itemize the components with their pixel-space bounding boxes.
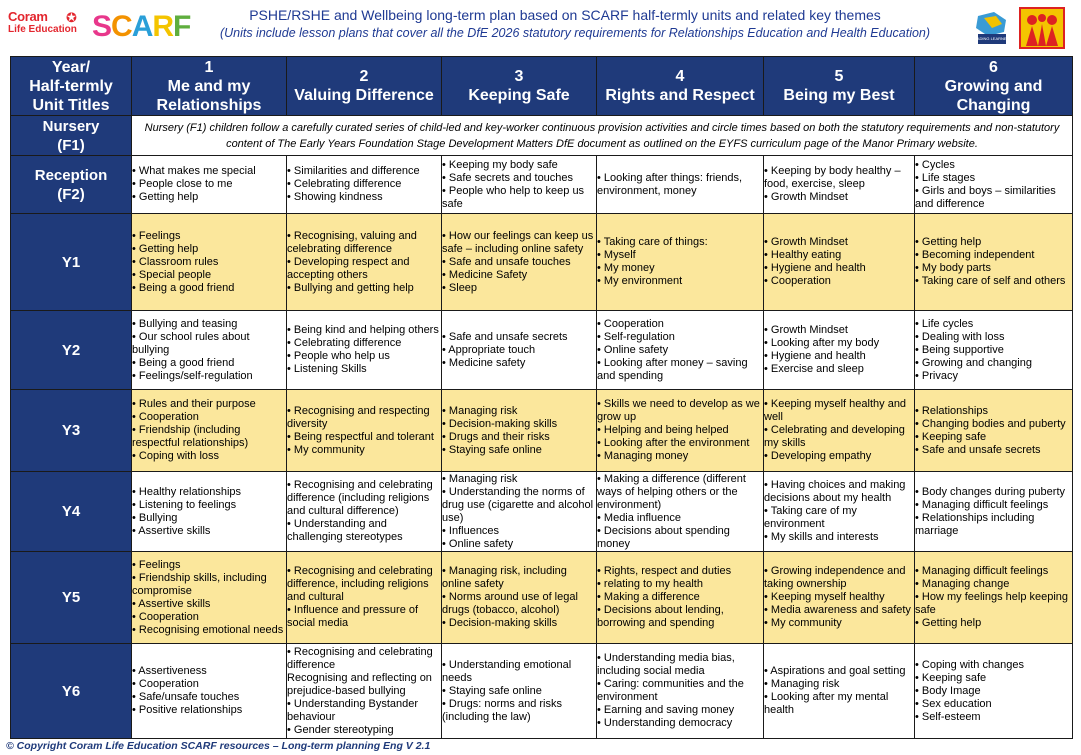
row-header <box>11 311 132 390</box>
theme-cell <box>597 311 764 390</box>
theme-cell <box>915 311 1073 390</box>
theme-item: • Staying safe online <box>442 443 542 456</box>
row-header <box>11 156 132 214</box>
theme-item: • Earning and saving money <box>597 704 735 716</box>
theme-item: • Cycles <box>915 158 955 171</box>
unit-title: Growing and Changing <box>944 77 1043 114</box>
theme-item: • Decisions about spending money <box>597 524 730 550</box>
theme-item: • Understanding Bystander behaviour <box>287 697 419 723</box>
theme-cell <box>442 214 597 311</box>
theme-cell <box>132 644 287 739</box>
theme-item: • Getting help <box>132 242 199 255</box>
theme-item: • Becoming independent <box>915 249 1035 261</box>
unit-header <box>287 57 442 116</box>
theme-item: • Taking care of self and others <box>915 275 1066 287</box>
theme-item: • Media influence <box>597 511 681 524</box>
unit-number: 6 <box>989 58 998 76</box>
row-header <box>11 116 132 156</box>
theme-item: • Managing risk, including online safety <box>442 565 567 590</box>
theme-item: • Assertive skills <box>132 597 211 610</box>
theme-item: • Growth Mindset <box>764 236 848 248</box>
theme-item: • Being respectful and tolerant <box>287 430 434 443</box>
theme-cell <box>132 390 287 472</box>
theme-item: • Rules and their purpose <box>132 398 256 410</box>
table-row <box>11 472 1073 552</box>
theme-item: • Recognising and celebrating difference (including religions and cultural difference) <box>287 479 433 517</box>
unit-title: Me and my Relationships <box>156 77 262 114</box>
theme-item: • Rights, respect and duties <box>597 565 732 577</box>
theme-item: • Looking after my mental health <box>764 691 889 716</box>
theme-item: • Taking care of my environment <box>764 505 857 530</box>
theme-item: • Growing independence and taking ownership <box>764 565 906 590</box>
theme-item: • Looking after things: friends, environment, money <box>597 171 743 197</box>
theme-item: • Getting help <box>915 617 982 629</box>
theme-item: • Our school rules about bullying <box>132 330 250 356</box>
star-icon: ✪ <box>66 10 77 25</box>
scarf-letter: S <box>92 10 112 43</box>
theme-item: • Positive relationships <box>132 704 243 716</box>
theme-item: • Safe and unsafe secrets <box>442 330 568 343</box>
theme-item: • Feelings/self-regulation <box>132 369 253 382</box>
theme-item: • Online safety <box>442 537 514 550</box>
theme-item: • Skills we need to develop as we grow up <box>597 398 760 423</box>
theme-item: • People close to me <box>132 178 233 190</box>
theme-item: • Medicine safety <box>442 356 526 369</box>
nursery-row <box>11 116 1073 156</box>
corner-line: Unit Titles <box>32 96 110 114</box>
theme-item: • Drugs and their risks <box>442 430 550 443</box>
theme-item: • Cooperation <box>132 610 199 623</box>
theme-item: • Celebrating and developing my skills <box>764 424 905 449</box>
theme-cell <box>597 156 764 214</box>
theme-item: • Listening to feelings <box>132 498 237 511</box>
theme-item: • Managing risk <box>764 678 840 690</box>
theme-item: • Listening Skills <box>287 363 367 375</box>
theme-item: • Self-regulation <box>597 330 675 343</box>
theme-item: • Understanding the norms of drug use (cigarette and alcohol use) <box>442 485 594 524</box>
theme-item: • Cooperation <box>597 317 664 330</box>
leading-learners-logo-text: LEADING LEARNERS <box>971 36 1013 41</box>
nursery-description: Nursery (F1) children follow a carefully curated series of child-led and key-worker continuous provision activities and circle times based on both the statutory requirements and non-statutory content of The Early Years Foundation Stage Development Matters DfE document as outlined on the EYFS curriculum page of the Manor Primary website. <box>132 116 1073 156</box>
theme-cell <box>764 156 915 214</box>
row-header <box>11 390 132 472</box>
theme-item: • Celebrating difference <box>287 178 402 190</box>
theme-item: • Having choices and making decisions about my health <box>764 479 906 504</box>
theme-cell <box>132 311 287 390</box>
theme-item: • Keeping safe <box>915 430 987 443</box>
theme-item: • People who help us <box>287 350 390 362</box>
theme-item: • People who help to keep us safe <box>442 184 585 210</box>
theme-item: • Recognising and respecting diversity <box>287 404 430 430</box>
theme-item: • Assertive skills <box>132 524 211 537</box>
theme-item: • Safe and unsafe touches <box>442 255 571 268</box>
theme-item: • Appropriate touch <box>442 343 536 356</box>
row-label: Y4 <box>61 503 81 520</box>
theme-cell <box>287 156 442 214</box>
theme-item: • Managing risk <box>442 404 518 417</box>
theme-cell <box>597 552 764 644</box>
theme-item: • Assertiveness <box>132 665 207 677</box>
theme-item: • Hygiene and health <box>764 262 866 274</box>
unit-number: 3 <box>514 68 524 85</box>
theme-item: • Medicine Safety <box>442 268 528 281</box>
theme-item: • Exercise and sleep <box>764 363 864 375</box>
table-row <box>11 214 1073 311</box>
theme-item: • Growth Mindset <box>764 324 848 336</box>
theme-cell <box>764 552 915 644</box>
theme-item: • Cooperation <box>764 275 831 287</box>
unit-header <box>442 57 597 116</box>
long-term-plan-table <box>10 56 1073 739</box>
theme-item: • Managing risk <box>442 472 518 485</box>
unit-title: Valuing Difference <box>294 87 434 104</box>
theme-item: • Looking after my body <box>764 337 880 349</box>
corner-line: Year/ <box>51 58 91 76</box>
theme-cell <box>442 552 597 644</box>
page-header <box>0 0 1081 54</box>
theme-cell <box>915 214 1073 311</box>
theme-item: • Managing difficult feelings <box>915 565 1049 577</box>
theme-cell <box>597 214 764 311</box>
theme-item: • Drugs: norms and risks (including the law) <box>442 697 562 723</box>
theme-item: • Growth Mindset <box>764 191 848 203</box>
page-title: PSHE/RSHE and Wellbeing long-term plan based on SCARF half-termly units and related key themes <box>249 7 881 23</box>
theme-item: • Friendship skills, including compromise <box>132 571 267 597</box>
unit-title: Being my Best <box>783 87 895 104</box>
theme-cell <box>287 214 442 311</box>
school-crest-icon <box>1018 6 1066 50</box>
theme-item: • Keeping myself healthy <box>764 591 885 603</box>
theme-item: • Recognising and celebrating difference, including religions and cultural <box>287 565 433 603</box>
theme-item: • Coping with changes <box>915 658 1025 671</box>
theme-item: • Helping and being helped <box>597 424 729 436</box>
row-label-sub: (F1) <box>57 136 85 154</box>
row-label: Y1 <box>61 253 81 271</box>
theme-item: • Being supportive <box>915 343 1004 356</box>
theme-item: • Healthy relationships <box>132 485 242 498</box>
theme-item: • Keeping by body healthy – food, exercise, sleep <box>764 165 901 190</box>
row-label: Y3 <box>61 422 81 439</box>
theme-cell <box>287 390 442 472</box>
theme-item: • Life cycles <box>915 317 974 330</box>
theme-item: • Classroom rules <box>132 255 219 268</box>
theme-cell <box>287 311 442 390</box>
theme-item: • Bullying <box>132 511 178 524</box>
theme-item: • Hygiene and health <box>764 350 866 362</box>
theme-item: • Self-esteem <box>915 710 981 723</box>
theme-item: • Getting help <box>132 191 199 203</box>
theme-item: • Safe/unsafe touches <box>132 691 240 703</box>
theme-item: • Managing money <box>597 450 689 462</box>
theme-item: • My community <box>287 443 365 456</box>
table-row <box>11 644 1073 739</box>
theme-item: • Feelings <box>132 558 181 571</box>
theme-cell <box>597 472 764 552</box>
unit-header <box>915 57 1073 116</box>
theme-cell <box>597 644 764 739</box>
unit-header <box>597 57 764 116</box>
theme-item: • Decision-making skills <box>442 617 558 629</box>
theme-cell <box>764 390 915 472</box>
theme-item: • Online safety <box>597 343 669 356</box>
theme-item: • Understanding and challenging stereotypes <box>287 518 403 543</box>
theme-item: • Developing empathy <box>764 450 872 462</box>
coram-logo-line1: Coram <box>8 9 48 24</box>
theme-item: • Looking after the environment <box>597 437 750 449</box>
theme-item: • Privacy <box>915 369 958 382</box>
unit-number: 2 <box>359 68 369 85</box>
corner-line: Half-termly <box>29 77 113 95</box>
table-header-row <box>11 57 1073 116</box>
theme-item: • Understanding democracy <box>597 717 733 729</box>
theme-cell <box>915 390 1073 472</box>
theme-item: • Sex education <box>915 697 992 710</box>
unit-number: 5 <box>834 68 844 85</box>
table-row <box>11 390 1073 472</box>
row-label: Nursery <box>42 117 100 135</box>
theme-item: • Recognising, valuing and celebrating difference <box>287 229 417 255</box>
unit-title: Keeping Safe <box>468 87 570 104</box>
theme-cell <box>764 472 915 552</box>
theme-item: • Relationships <box>915 404 988 417</box>
theme-cell <box>764 214 915 311</box>
scarf-logo <box>92 10 190 44</box>
table-row <box>11 552 1073 644</box>
theme-item: • relating to my health <box>597 578 703 590</box>
corner-header <box>11 57 132 116</box>
theme-cell <box>915 552 1073 644</box>
theme-item: • Influence and pressure of social media <box>287 604 419 629</box>
theme-item: • Myself <box>597 249 636 261</box>
theme-item: • Changing bodies and puberty <box>915 417 1066 430</box>
theme-item: • Being a good friend <box>132 356 235 369</box>
theme-cell <box>132 552 287 644</box>
theme-item: • Safe secrets and touches <box>442 171 574 184</box>
page-subtitle: (Units include lesson plans that cover all the DfE 2026 statutory requirements for Relationships Education and Health Education) <box>219 26 931 40</box>
leading-learners-logo-icon <box>971 12 1013 46</box>
theme-item: • Bullying and teasing <box>132 317 238 330</box>
theme-item: • Influences <box>442 524 500 537</box>
coram-logo <box>8 10 86 46</box>
theme-item: • Keeping my body safe <box>442 158 558 171</box>
table-row <box>11 311 1073 390</box>
theme-item: • Body changes during puberty <box>915 485 1066 498</box>
theme-item: • Bullying and getting help <box>287 281 414 294</box>
theme-item: • Managing change <box>915 578 1010 590</box>
theme-item: • Healthy eating <box>764 249 842 261</box>
theme-item: • What makes me special <box>132 165 256 177</box>
scarf-letter: R <box>152 10 174 43</box>
row-header <box>11 552 132 644</box>
table-row <box>11 156 1073 214</box>
theme-item: • Caring: communities and the environment <box>597 678 744 703</box>
theme-item: • Coping with loss <box>132 450 220 462</box>
unit-header <box>764 57 915 116</box>
unit-header <box>132 57 287 116</box>
theme-item: • Special people <box>132 268 212 281</box>
scarf-letter: F <box>173 10 191 43</box>
theme-item: • Gender stereotyping <box>287 723 394 736</box>
theme-item: • Getting help <box>915 236 982 248</box>
theme-item: • Making a difference <box>597 591 700 603</box>
theme-item: • My skills and interests <box>764 531 879 543</box>
coram-logo-line2: Life Education <box>8 24 77 35</box>
theme-cell <box>597 390 764 472</box>
theme-item: • How my feelings help keeping safe <box>915 591 1069 616</box>
theme-item: • Safe and unsafe secrets <box>915 443 1041 456</box>
theme-cell <box>442 390 597 472</box>
unit-title: Rights and Respect <box>605 87 755 104</box>
theme-item: • Friendship (including respectful relationships) <box>132 424 249 449</box>
theme-item: • Growing and changing <box>915 356 1032 369</box>
copyright-footer: © Copyright Coram Life Education SCARF resources – Long-term planning Eng V 2.1 <box>6 740 431 752</box>
scarf-letter: A <box>131 10 153 43</box>
theme-item: • Understanding media bias, including social media <box>597 652 735 677</box>
theme-item: • Understanding emotional needs <box>442 658 572 684</box>
theme-item: • Keeping safe <box>915 671 987 684</box>
theme-item: • Showing kindness <box>287 191 383 203</box>
theme-cell <box>442 311 597 390</box>
row-label: Y5 <box>61 589 81 606</box>
theme-item: • Recognising and celebrating difference <box>287 645 433 671</box>
theme-cell <box>764 311 915 390</box>
theme-item: • Celebrating difference <box>287 337 402 349</box>
theme-cell <box>915 644 1073 739</box>
theme-item: • My environment <box>597 275 683 287</box>
theme-item: • Taking care of things: <box>597 236 708 248</box>
theme-item: • Relationships including marriage <box>915 511 1035 537</box>
row-header <box>11 644 132 739</box>
theme-item: • Norms around use of legal drugs (tobacco, alcohol) <box>442 591 578 616</box>
theme-item: • Managing difficult feelings <box>915 498 1049 511</box>
unit-number: 1 <box>204 58 214 76</box>
theme-cell <box>287 644 442 739</box>
theme-item: • Recognising emotional needs <box>132 623 284 636</box>
theme-item: • Body Image <box>915 684 981 697</box>
theme-item: • Looking after money – saving and spending <box>597 356 748 382</box>
scarf-letter: C <box>111 10 132 43</box>
theme-item: • Cooperation <box>132 411 199 423</box>
theme-item: • Developing respect and accepting others <box>287 255 410 281</box>
row-header <box>11 214 132 311</box>
theme-item: • Being kind and helping others <box>287 324 439 336</box>
theme-item: • Life stages <box>915 171 976 184</box>
theme-item: • Media awareness and safety <box>764 604 911 616</box>
row-label: Y6 <box>61 682 81 700</box>
row-label-sub: (F2) <box>57 185 85 203</box>
theme-item: • Aspirations and goal setting <box>764 665 906 677</box>
theme-item: • My money <box>597 262 655 274</box>
theme-item: • Being a good friend <box>132 281 235 294</box>
theme-item: • Girls and boys – similarities and difference <box>915 184 1056 210</box>
theme-item: • My community <box>764 617 842 629</box>
row-label: Reception <box>34 166 108 184</box>
row-header <box>11 472 132 552</box>
theme-cell <box>764 644 915 739</box>
theme-item: • Keeping myself healthy and well <box>764 398 907 423</box>
theme-cell <box>915 472 1073 552</box>
theme-item: • My body parts <box>915 262 991 274</box>
theme-cell <box>442 472 597 552</box>
theme-item: • Similarities and difference <box>287 165 420 177</box>
theme-item: • Staying safe online <box>442 684 542 697</box>
theme-cell <box>442 644 597 739</box>
theme-cell <box>132 214 287 311</box>
theme-item: • Dealing with loss <box>915 330 1005 343</box>
theme-item: • Feelings <box>132 229 181 242</box>
theme-item: • Sleep <box>442 281 478 294</box>
theme-cell <box>287 472 442 552</box>
row-label: Y2 <box>61 341 81 359</box>
unit-number: 4 <box>675 68 685 85</box>
theme-item: • How our feelings can keep us safe – including online safety <box>442 229 594 255</box>
theme-cell <box>287 552 442 644</box>
theme-item: Recognising and reflecting on prejudice-based bullying <box>287 671 432 697</box>
theme-item: • Making a difference (different ways of helping others or the environment) <box>597 472 746 511</box>
theme-cell <box>442 156 597 214</box>
theme-cell <box>132 156 287 214</box>
theme-item: • Decisions about lending, borrowing and spending <box>597 604 724 629</box>
theme-item: • Cooperation <box>132 678 199 690</box>
theme-item: • Decision-making skills <box>442 417 558 430</box>
theme-cell <box>915 156 1073 214</box>
theme-cell <box>132 472 287 552</box>
